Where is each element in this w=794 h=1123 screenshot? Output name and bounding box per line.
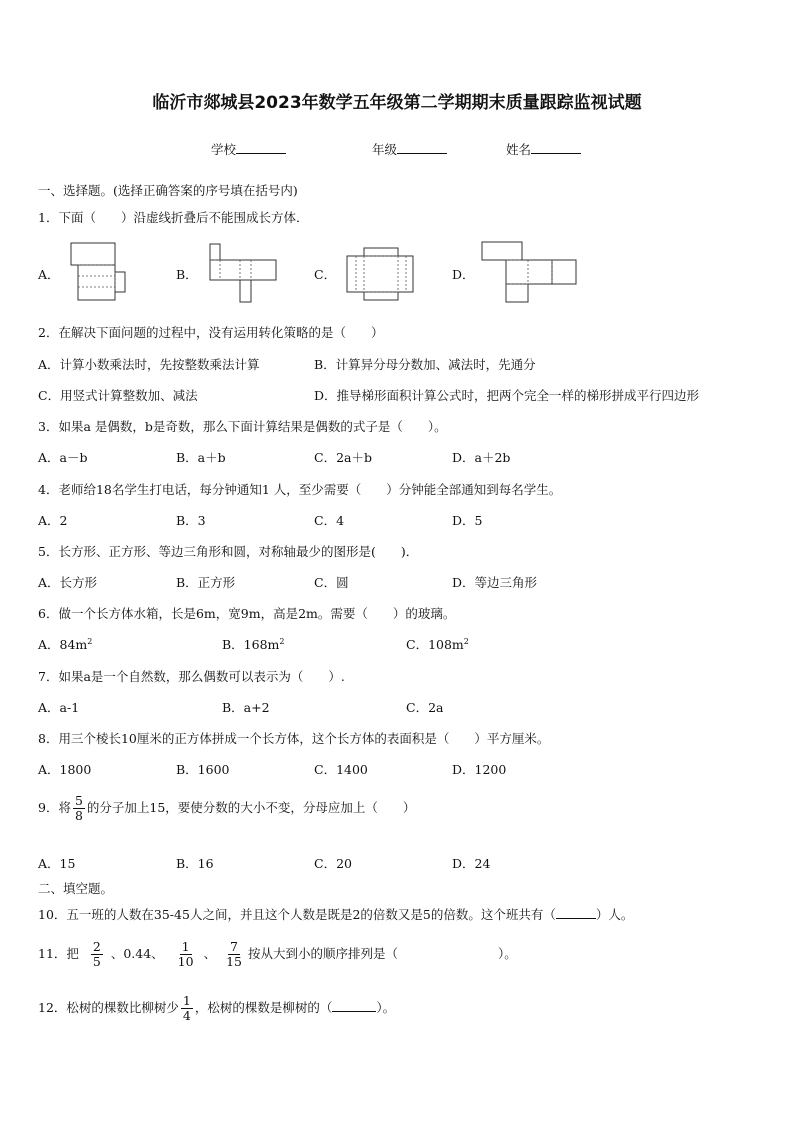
fraction-5-8: $\frac{5}{8}$ xyxy=(74,793,83,823)
question-8: 8．用三个棱长10厘米的正方体拼成一个长方体，这个长方体的表面积是（ ）平方厘米。 xyxy=(38,731,550,746)
question-11: 11．把 $\frac{2}{5}$ 、0.44、 $\frac{1}{10}$ 、 $\frac{7}{15}$ 按从大到小的顺序排列是（ ）。 xyxy=(38,939,517,969)
fraction-1-4: $\frac{1}{4}$ xyxy=(182,993,191,1023)
q7-option-c[interactable]: C．2a xyxy=(406,700,444,715)
fraction-1-10: $\frac{1}{10}$ xyxy=(177,939,194,969)
question-1: 1．下面（ ）沿虚线折叠后不能围成长方体． xyxy=(38,210,309,225)
q4-option-d[interactable]: D．5 xyxy=(452,513,483,528)
grade-blank[interactable] xyxy=(397,140,447,154)
q9-option-d[interactable]: D．24 xyxy=(452,856,491,871)
q1-option-d[interactable]: D． xyxy=(452,267,475,282)
q5-option-c[interactable]: C．圆 xyxy=(314,575,349,590)
q4-option-b[interactable]: B．3 xyxy=(176,513,206,528)
fraction-2-5: $\frac{2}{5}$ xyxy=(92,939,101,969)
q3-option-c[interactable]: C．2a＋b xyxy=(314,450,372,465)
q3-option-a[interactable]: A．a－b xyxy=(38,450,88,465)
q7-option-a[interactable]: A．a-1 xyxy=(38,700,80,715)
net-figure-a xyxy=(68,240,128,304)
grade-label: 年级 xyxy=(372,142,398,157)
net-figure-c xyxy=(344,246,416,302)
fraction-7-15: $\frac{7}{15}$ xyxy=(226,939,242,969)
section-2-heading: 二、填空题。 xyxy=(38,881,114,896)
q5-option-b[interactable]: B．正方形 xyxy=(176,575,236,590)
question-7: 7．如果a是一个自然数，那么偶数可以表示为（ ）. xyxy=(38,669,345,684)
q6-option-a[interactable]: A．$84m^2$ xyxy=(38,636,93,652)
q1-option-c[interactable]: C． xyxy=(314,267,337,282)
q6-option-b[interactable]: B．$168m^2$ xyxy=(222,636,285,652)
question-2: 2．在解决下面问题的过程中，没有运用转化策略的是（ ） xyxy=(38,325,384,340)
q8-option-d[interactable]: D．1200 xyxy=(452,762,507,777)
question-6: 6．做一个长方体水箱，长是6m，宽9m，高是2m。需要（ ）的玻璃。 xyxy=(38,606,456,621)
q10-answer-blank[interactable] xyxy=(556,905,596,919)
q8-option-c[interactable]: C．1400 xyxy=(314,762,368,777)
school-label: 学校 xyxy=(211,142,237,157)
net-figure-d xyxy=(480,240,580,304)
q9-option-a[interactable]: A．15 xyxy=(38,856,76,871)
q2-option-c[interactable]: C．用竖式计算整数加、减法 xyxy=(38,388,198,403)
name-blank[interactable] xyxy=(531,140,581,154)
question-10: 10．五一班的人数在35-45人之间，并且这个人数是既是2的倍数又是5的倍数。这个班共有（ ）人。 xyxy=(38,907,634,922)
q1-option-b[interactable]: B． xyxy=(176,267,198,282)
question-3: 3．如果a 是偶数，b是奇数，那么下面计算结果是偶数的式子是（ ）。 xyxy=(38,419,447,434)
q5-option-a[interactable]: A．长方形 xyxy=(38,575,98,590)
q2-option-b[interactable]: B．计算异分母分数加、减法时，先通分 xyxy=(314,357,536,372)
net-figure-b xyxy=(206,242,278,306)
question-12: 12．松树的棵数比柳树少 $\frac{1}{4}$ ，松树的棵数是柳树的（ ）。 xyxy=(38,993,396,1023)
q1-option-a[interactable]: A． xyxy=(38,267,60,282)
school-blank[interactable] xyxy=(236,140,286,154)
school-field xyxy=(211,140,286,158)
q8-option-b[interactable]: B．1600 xyxy=(176,762,230,777)
question-5: 5．长方形、正方形、等边三角形和圆，对称轴最少的图形是( )． xyxy=(38,544,419,559)
grade-field xyxy=(372,140,447,158)
q3-option-d[interactable]: D．a＋2b xyxy=(452,450,511,465)
q2-option-a[interactable]: A．计算小数乘法时，先按整数乘法计算 xyxy=(38,357,260,372)
section-1-heading: 一、选择题。(选择正确答案的序号填在括号内) xyxy=(38,183,298,198)
page-title: 临沂市郯城县2023年数学五年级第二学期期末质量跟踪监视试题 xyxy=(152,93,642,113)
q8-option-a[interactable]: A．1800 xyxy=(38,762,92,777)
q2-option-d[interactable]: D．推导梯形面积计算公式时，把两个完全一样的梯形拼成平行四边形 xyxy=(314,388,700,403)
q4-option-a[interactable]: A．2 xyxy=(38,513,68,528)
q7-option-b[interactable]: B．a+2 xyxy=(222,700,270,715)
q3-option-b[interactable]: B．a＋b xyxy=(176,450,226,465)
q9-option-b[interactable]: B．16 xyxy=(176,856,214,871)
q5-option-d[interactable]: D．等边三角形 xyxy=(452,575,538,590)
question-9: 9．将 $\frac{5}{8}$ 的分子加上15，要使分数的大小不变，分母应加上（ ） xyxy=(38,793,416,823)
name-field xyxy=(506,140,581,158)
q9-option-c[interactable]: C．20 xyxy=(314,856,352,871)
question-4: 4．老师给18名学生打电话，每分钟通知1 人，至少需要（ ）分钟能全部通知到每名学生。 xyxy=(38,482,562,497)
q4-option-c[interactable]: C．4 xyxy=(314,513,345,528)
q12-answer-blank[interactable] xyxy=(332,998,376,1012)
name-label: 姓名 xyxy=(506,142,532,157)
q6-option-c[interactable]: C．$108m^2$ xyxy=(406,636,469,652)
